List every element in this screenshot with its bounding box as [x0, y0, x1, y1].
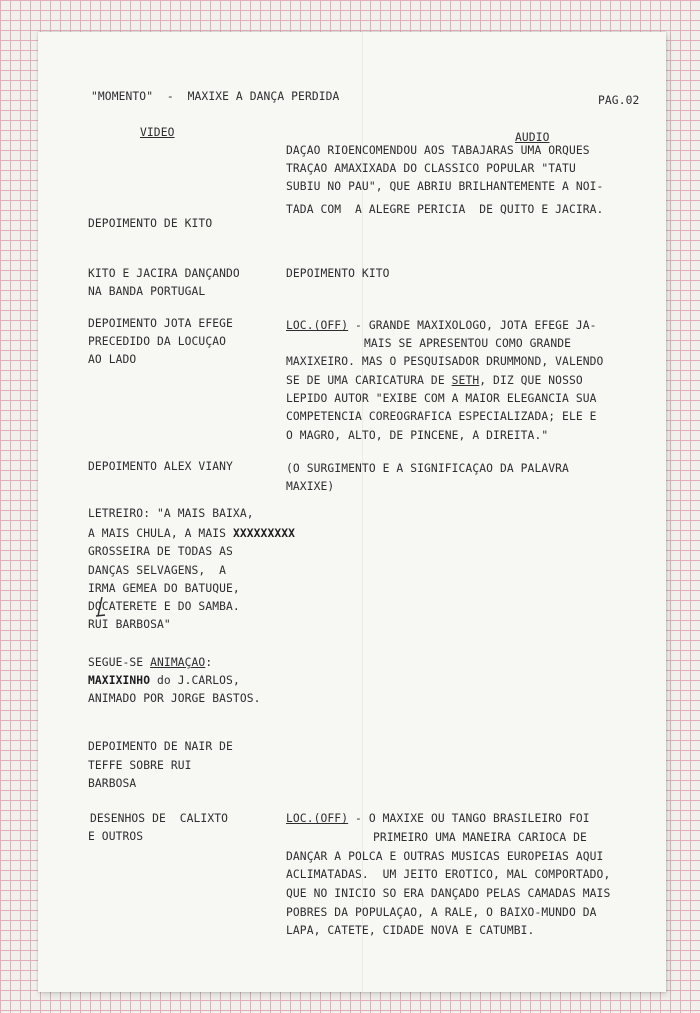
video-cue: DEPOIMENTO ALEX VIANY: [88, 460, 233, 473]
video-underlined-text: ANIMAÇAO: [150, 656, 206, 669]
audio-line: QUE NO INICIO SO ERA DANÇADO PELAS CAMADAS MAIS: [286, 887, 611, 900]
struck-out-text: XXXXXXXXX: [232, 527, 296, 540]
video-cue: PRECEDIDO DA LOCUÇAO: [88, 335, 227, 348]
audio-line: MAXIXEIRO. MAS O PESQUISADOR DRUMMOND, VALENDO: [286, 355, 604, 368]
audio-line: SUBIU NO PAU", QUE ABRIU BRILHANTEMENTE A NOI-: [286, 180, 604, 193]
audio-text: - O MAXIXE OU TANGO BRASILEIRO FOI: [348, 812, 590, 825]
locution-off-label: LOC.(OFF): [286, 319, 349, 332]
audio-line: PRIMEIRO UMA MANEIRA CARIOCA DE: [373, 831, 587, 844]
audio-text: - GRANDE MAXIXOLOGO, JOTA EFEGE JA-: [348, 319, 597, 332]
video-cue: KITO E JACIRA DANÇANDO: [88, 267, 240, 280]
video-cue: RUI BARBOSA": [88, 618, 171, 631]
video-cue: TEFFE SOBRE RUI: [88, 759, 192, 772]
handwritten-correction-mark: [94, 596, 106, 618]
audio-line: MAXIXE): [286, 480, 335, 493]
video-text: A MAIS CHULA, A MAIS: [88, 527, 233, 540]
audio-line: DAÇAO RIOENCOMENDOU AOS TABAJARAS UMA ORQUES: [286, 144, 590, 157]
video-cue: NA BANDA PORTUGAL: [88, 285, 206, 298]
audio-line: POBRES DA POPULAÇAO, A RALE, O BAIXO-MUNDO DA: [286, 906, 597, 919]
audio-text: SE DE UMA CARICATURA DE: [286, 374, 452, 387]
audio-line: TRAÇAO AMAXIXADA DO CLASSICO POPULAR "TATU: [286, 162, 576, 175]
audio-line: TADA COM A ALEGRE PERICIA DE QUITO E JACIRA.: [286, 203, 604, 216]
video-cue: [88, 525, 295, 543]
audio-line: LAPA, CATETE, CIDADE NOVA E CATUMBI.: [286, 924, 535, 937]
audio-text: , DIZ QUE NOSSO: [479, 374, 583, 387]
video-cue: ANIMADO POR JORGE BASTOS.: [88, 692, 261, 705]
video-cue: E OUTROS: [88, 830, 144, 843]
video-cue: IRMA GEMEA DO BATUQUE,: [88, 582, 240, 595]
struck-out-text: MAXIXINHO: [88, 674, 151, 687]
audio-line: LEPIDO AUTOR "EXIBE COM A MAIOR ELEGANCIA SUA: [286, 392, 597, 405]
audio-line: (O SURGIMENTO E A SIGNIFICAÇAO DA PALAVRA: [286, 462, 569, 475]
audio-line: [286, 317, 597, 335]
video-cue: LETREIRO: "A MAIS BAIXA,: [88, 507, 254, 520]
video-text: do J.CARLOS,: [150, 674, 240, 687]
video-cue: DEPOIMENTO DE KITO: [88, 217, 213, 230]
video-cue: GROSSEIRA DE TODAS AS: [88, 545, 233, 558]
locution-off-label: LOC.(OFF): [286, 812, 349, 825]
video-cue: DOCATERETE E DO SAMBA.: [88, 600, 240, 613]
audio-line: ACLIMATADAS. UM JEITO EROTICO, MAL COMPORTADO,: [286, 868, 611, 881]
video-cue: DESENHOS DE CALIXTO: [90, 812, 229, 825]
audio-line: COMPETENCIA COREOGRAFICA ESPECIALIZADA; ELE E: [286, 410, 597, 423]
audio-line: O MAGRO, ALTO, DE PINCENE, A DIREITA.": [286, 429, 549, 442]
document-title: "MOMENTO" - MAXIXE A DANÇA PERDIDA: [91, 90, 340, 103]
audio-line: DEPOIMENTO KITO: [286, 267, 390, 280]
audio-line: DANÇAR A POLCA E OUTRAS MUSICAS EUROPEIAS AQUI: [286, 850, 604, 863]
video-cue: DANÇAS SELVAGENS, A: [88, 564, 227, 577]
audio-column-header: AUDIO: [515, 131, 550, 144]
audio-line: [286, 810, 590, 828]
video-cue: BARBOSA: [88, 777, 137, 790]
video-cue: [88, 672, 240, 690]
video-cue: AO LADO: [88, 353, 137, 366]
video-text: :: [205, 656, 213, 669]
video-cue: DEPOIMENTO DE NAIR DE: [88, 740, 233, 753]
video-column-header: VIDEO: [140, 126, 175, 139]
audio-line: [286, 372, 583, 390]
video-text: SEGUE-SE: [88, 656, 151, 669]
page-number: PAG.02: [598, 94, 640, 107]
video-cue: [88, 654, 212, 672]
audio-line: MAIS SE APRESENTOU COMO GRANDE: [364, 337, 572, 350]
video-cue: DEPOIMENTO JOTA EFEGE: [88, 317, 233, 330]
audio-underlined-text: SETH: [451, 374, 480, 387]
